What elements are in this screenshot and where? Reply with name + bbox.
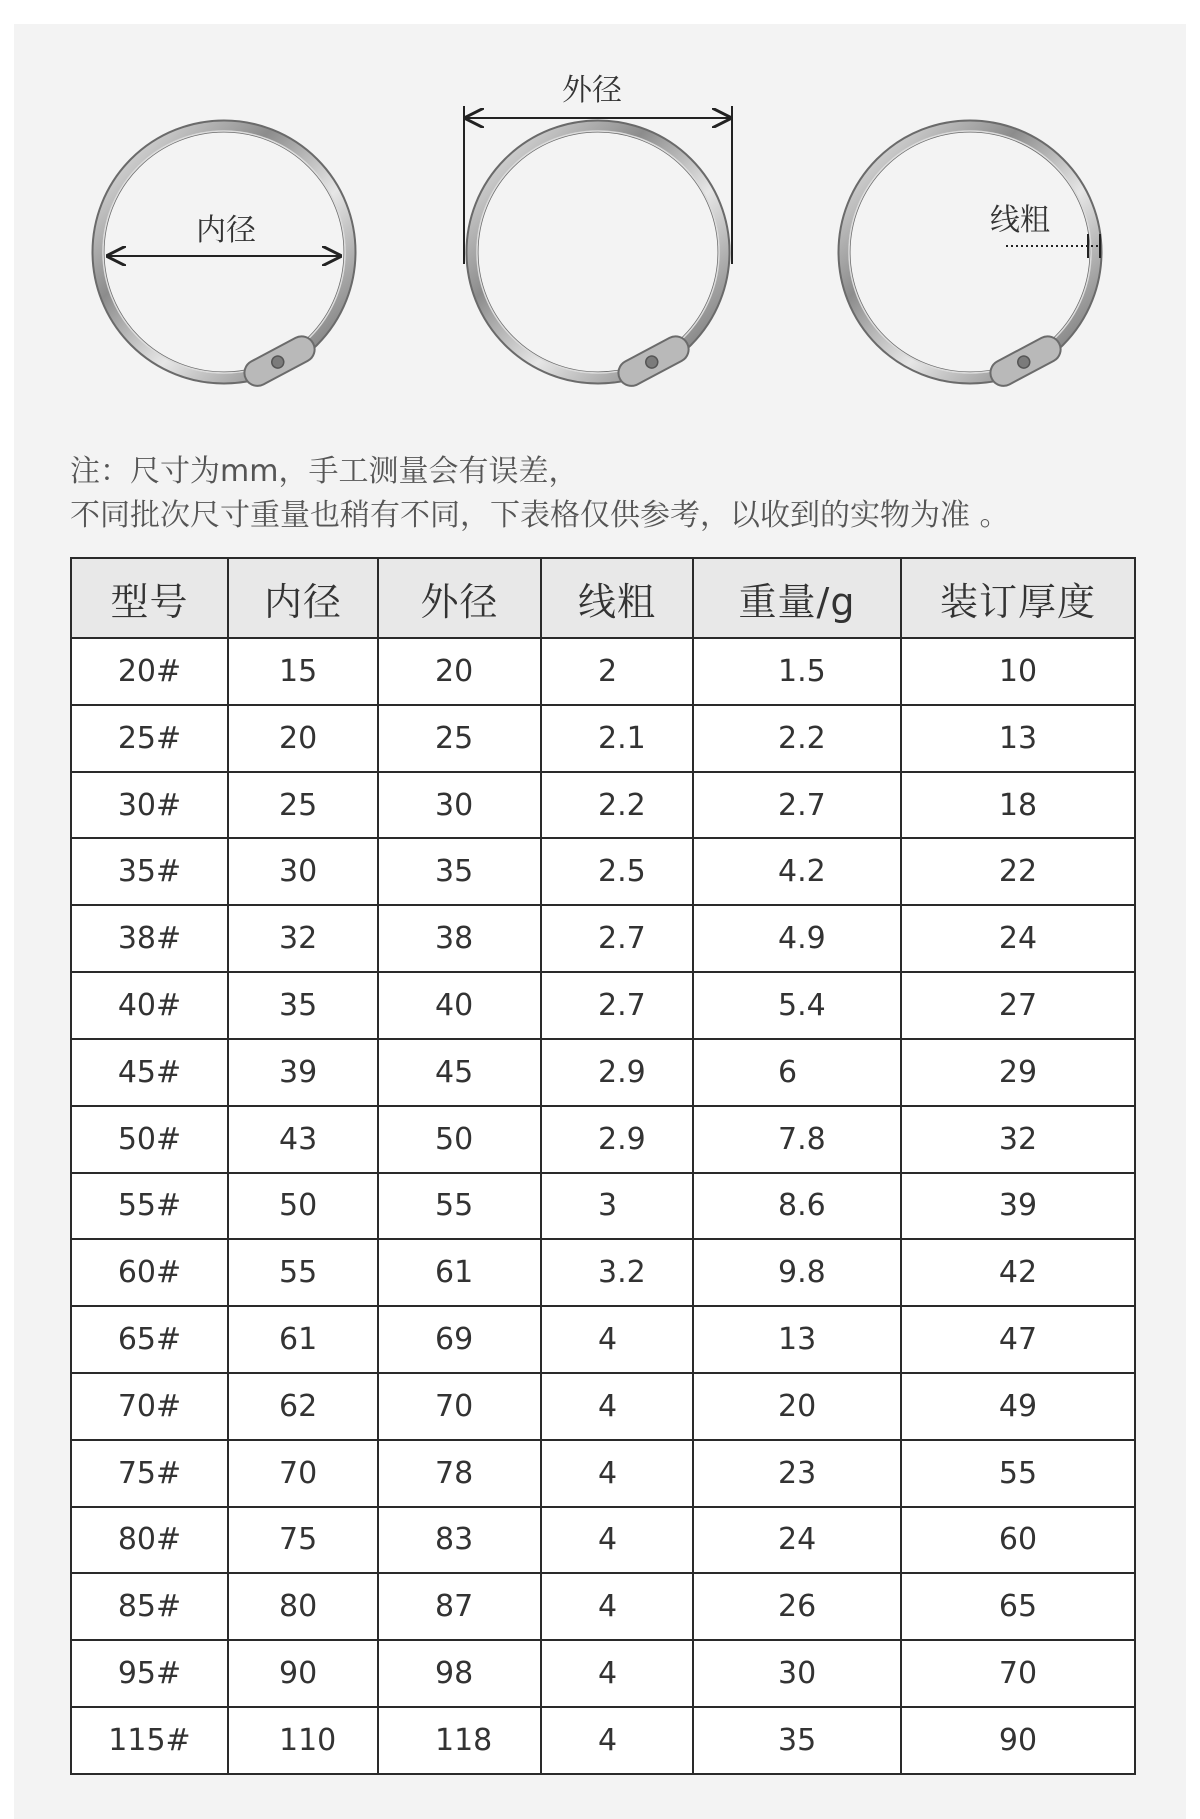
cell-wire-thickness: 4 xyxy=(541,1573,693,1640)
cell-model: 95# xyxy=(71,1640,228,1707)
cell-wire-thickness: 2.7 xyxy=(541,972,693,1039)
cell-outer-diameter: 30 xyxy=(378,772,541,839)
cell-outer-diameter: 55 xyxy=(378,1173,541,1240)
cell-outer-diameter: 25 xyxy=(378,705,541,772)
cell-binding-thickness: 60 xyxy=(901,1507,1135,1574)
cell-inner-diameter: 75 xyxy=(228,1507,378,1574)
cell-model: 85# xyxy=(71,1573,228,1640)
cell-wire-thickness: 2.9 xyxy=(541,1039,693,1106)
cell-weight: 1.5 xyxy=(693,638,901,705)
cell-weight: 5.4 xyxy=(693,972,901,1039)
header-model: 型号 xyxy=(71,558,228,638)
cell-weight: 4.2 xyxy=(693,838,901,905)
cell-weight: 26 xyxy=(693,1573,901,1640)
cell-wire-thickness: 2.1 xyxy=(541,705,693,772)
cell-binding-thickness: 49 xyxy=(901,1373,1135,1440)
table-row xyxy=(71,705,1135,772)
table-row xyxy=(71,772,1135,839)
cell-model: 25# xyxy=(71,705,228,772)
cell-wire-thickness: 4 xyxy=(541,1306,693,1373)
cell-inner-diameter: 70 xyxy=(228,1440,378,1507)
cell-inner-diameter: 35 xyxy=(228,972,378,1039)
outer-diameter-label: 外径 xyxy=(562,73,622,108)
cell-wire-thickness: 4 xyxy=(541,1640,693,1707)
cell-wire-thickness: 4 xyxy=(541,1373,693,1440)
cell-model: 35# xyxy=(71,838,228,905)
cell-inner-diameter: 32 xyxy=(228,905,378,972)
cell-model: 80# xyxy=(71,1507,228,1574)
table-row xyxy=(71,1507,1135,1574)
cell-inner-diameter: 50 xyxy=(228,1173,378,1240)
cell-wire-thickness: 4 xyxy=(541,1507,693,1574)
header-weight: 重量/g xyxy=(693,558,901,638)
table-row xyxy=(71,1440,1135,1507)
cell-inner-diameter: 30 xyxy=(228,838,378,905)
cell-weight: 4.9 xyxy=(693,905,901,972)
cell-binding-thickness: 55 xyxy=(901,1440,1135,1507)
cell-outer-diameter: 40 xyxy=(378,972,541,1039)
table-row xyxy=(71,1373,1135,1440)
cell-outer-diameter: 87 xyxy=(378,1573,541,1640)
table-row xyxy=(71,1573,1135,1640)
cell-binding-thickness: 27 xyxy=(901,972,1135,1039)
table-row xyxy=(71,638,1135,705)
cell-binding-thickness: 24 xyxy=(901,905,1135,972)
cell-wire-thickness: 3 xyxy=(541,1173,693,1240)
header-outer-diameter: 外径 xyxy=(378,558,541,638)
table-row xyxy=(71,972,1135,1039)
cell-weight: 23 xyxy=(693,1440,901,1507)
cell-weight: 6 xyxy=(693,1039,901,1106)
cell-weight: 9.8 xyxy=(693,1239,901,1306)
cell-outer-diameter: 118 xyxy=(378,1707,541,1774)
cell-weight: 2.7 xyxy=(693,772,901,839)
cell-inner-diameter: 110 xyxy=(228,1707,378,1774)
cell-model: 75# xyxy=(71,1440,228,1507)
table-row xyxy=(71,838,1135,905)
table-row xyxy=(71,1239,1135,1306)
table-row xyxy=(71,1640,1135,1707)
cell-model: 60# xyxy=(71,1239,228,1306)
cell-weight: 7.8 xyxy=(693,1106,901,1173)
cell-inner-diameter: 39 xyxy=(228,1039,378,1106)
cell-outer-diameter: 70 xyxy=(378,1373,541,1440)
cell-model: 70# xyxy=(71,1373,228,1440)
cell-binding-thickness: 90 xyxy=(901,1707,1135,1774)
cell-model: 30# xyxy=(71,772,228,839)
cell-outer-diameter: 78 xyxy=(378,1440,541,1507)
cell-inner-diameter: 25 xyxy=(228,772,378,839)
cell-inner-diameter: 61 xyxy=(228,1306,378,1373)
cell-model: 38# xyxy=(71,905,228,972)
spec-table xyxy=(70,557,1136,1775)
cell-inner-diameter: 90 xyxy=(228,1640,378,1707)
ring-wire-thickness xyxy=(844,126,1100,390)
table-row xyxy=(71,1106,1135,1173)
table-row xyxy=(71,1306,1135,1373)
table-header-row xyxy=(71,558,1135,638)
cell-binding-thickness: 65 xyxy=(901,1573,1135,1640)
cell-inner-diameter: 80 xyxy=(228,1573,378,1640)
cell-model: 55# xyxy=(71,1173,228,1240)
table-body xyxy=(71,638,1135,1774)
table-row xyxy=(71,1173,1135,1240)
cell-wire-thickness: 2.7 xyxy=(541,905,693,972)
cell-outer-diameter: 61 xyxy=(378,1239,541,1306)
cell-outer-diameter: 20 xyxy=(378,638,541,705)
cell-wire-thickness: 2.5 xyxy=(541,838,693,905)
cell-weight: 24 xyxy=(693,1507,901,1574)
table-row xyxy=(71,1039,1135,1106)
cell-model: 115# xyxy=(71,1707,228,1774)
cell-outer-diameter: 45 xyxy=(378,1039,541,1106)
cell-wire-thickness: 4 xyxy=(541,1707,693,1774)
cell-binding-thickness: 29 xyxy=(901,1039,1135,1106)
cell-wire-thickness: 3.2 xyxy=(541,1239,693,1306)
ring-inner-diameter xyxy=(98,126,350,390)
cell-outer-diameter: 50 xyxy=(378,1106,541,1173)
cell-model: 50# xyxy=(71,1106,228,1173)
cell-inner-diameter: 20 xyxy=(228,705,378,772)
cell-inner-diameter: 43 xyxy=(228,1106,378,1173)
header-inner-diameter: 内径 xyxy=(228,558,378,638)
cell-wire-thickness: 2.9 xyxy=(541,1106,693,1173)
cell-outer-diameter: 35 xyxy=(378,838,541,905)
cell-weight: 13 xyxy=(693,1306,901,1373)
header-wire-thickness: 线粗 xyxy=(541,558,693,638)
ring-outer-diameter xyxy=(464,106,732,390)
wire-thickness-label: 线粗 xyxy=(990,203,1050,238)
cell-model: 40# xyxy=(71,972,228,1039)
inner-diameter-label: 内径 xyxy=(196,213,256,248)
cell-inner-diameter: 55 xyxy=(228,1239,378,1306)
cell-binding-thickness: 42 xyxy=(901,1239,1135,1306)
cell-wire-thickness: 2 xyxy=(541,638,693,705)
cell-binding-thickness: 13 xyxy=(901,705,1135,772)
cell-inner-diameter: 15 xyxy=(228,638,378,705)
measurement-note xyxy=(70,450,1010,538)
cell-outer-diameter: 38 xyxy=(378,905,541,972)
note-line-2: 不同批次尺寸重量也稍有不同，下表格仅供参考，以收到的实物为准 。 xyxy=(70,498,1010,533)
cell-wire-thickness: 2.2 xyxy=(541,772,693,839)
table-row xyxy=(71,905,1135,972)
cell-binding-thickness: 22 xyxy=(901,838,1135,905)
table-row xyxy=(71,1707,1135,1774)
cell-binding-thickness: 18 xyxy=(901,772,1135,839)
cell-binding-thickness: 32 xyxy=(901,1106,1135,1173)
cell-model: 45# xyxy=(71,1039,228,1106)
cell-outer-diameter: 83 xyxy=(378,1507,541,1574)
cell-binding-thickness: 70 xyxy=(901,1640,1135,1707)
note-line-1: 注：尺寸为mm，手工测量会有误差， xyxy=(70,454,579,489)
cell-binding-thickness: 47 xyxy=(901,1306,1135,1373)
cell-weight: 20 xyxy=(693,1373,901,1440)
cell-binding-thickness: 10 xyxy=(901,638,1135,705)
cell-binding-thickness: 39 xyxy=(901,1173,1135,1240)
cell-wire-thickness: 4 xyxy=(541,1440,693,1507)
cell-weight: 8.6 xyxy=(693,1173,901,1240)
cell-weight: 2.2 xyxy=(693,705,901,772)
cell-weight: 35 xyxy=(693,1707,901,1774)
cell-outer-diameter: 69 xyxy=(378,1306,541,1373)
cell-weight: 30 xyxy=(693,1640,901,1707)
header-binding-thickness: 装订厚度 xyxy=(901,558,1135,638)
ring-diagram xyxy=(0,0,1200,420)
cell-model: 20# xyxy=(71,638,228,705)
cell-inner-diameter: 62 xyxy=(228,1373,378,1440)
cell-model: 65# xyxy=(71,1306,228,1373)
cell-outer-diameter: 98 xyxy=(378,1640,541,1707)
